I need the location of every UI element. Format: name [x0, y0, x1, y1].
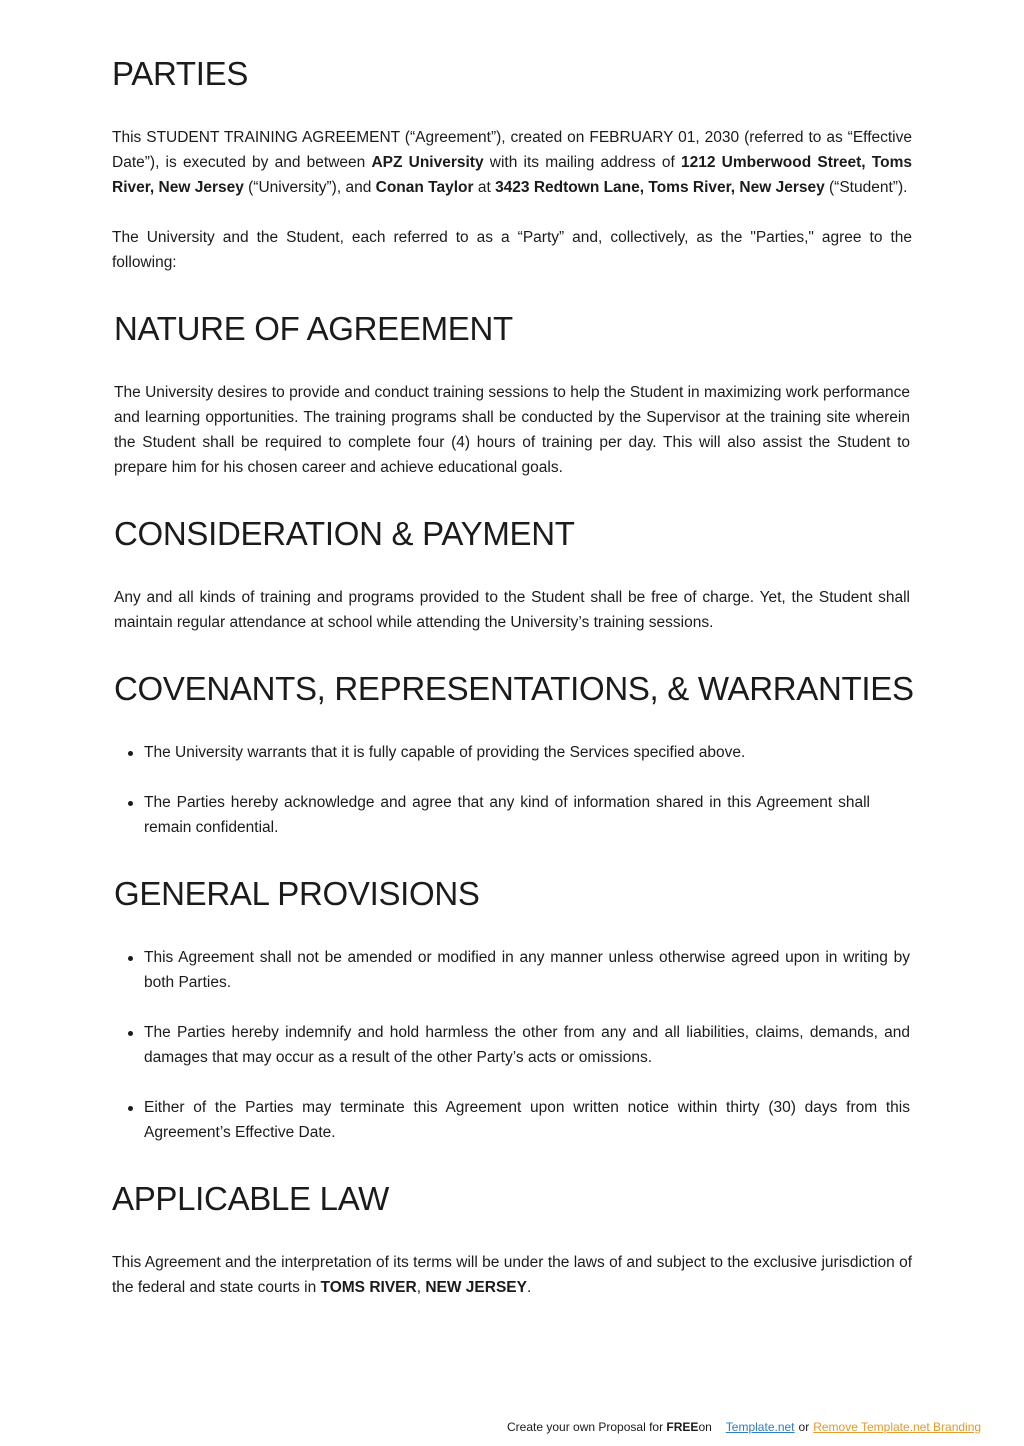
template-net-link[interactable]: Template.net	[725, 1420, 795, 1434]
list-item: This Agreement shall not be amended or modified in any manner unless otherwise agreed upon in writing by both Parties.	[114, 945, 910, 995]
footer-free: FREE	[666, 1420, 699, 1434]
heading-consideration-payment: CONSIDERATION & PAYMENT	[114, 515, 575, 552]
footer-or: or	[798, 1420, 810, 1434]
heading-applicable-law: APPLICABLE LAW	[112, 1180, 390, 1217]
heading-nature-of-agreement: NATURE OF AGREEMENT	[114, 310, 513, 347]
footer-on: on	[698, 1420, 712, 1434]
heading-general-provisions: GENERAL PROVISIONS	[114, 875, 480, 912]
covenants-list	[114, 740, 870, 865]
remove-branding-link[interactable]: Remove Template.net Branding	[813, 1420, 982, 1434]
student-name: Conan Taylor	[375, 179, 474, 196]
heading-covenants: COVENANTS, REPRESENTATIONS, & WARRANTIES	[114, 670, 914, 707]
parties-paragraph-2: The University and the Student, each referred to as a “Party” and, collectively, as the "Parties," agree to the following:	[112, 229, 912, 271]
university-address: 1212 Umberwood Street, Toms River, New Jersey	[112, 154, 912, 196]
branding-footer	[507, 1419, 981, 1435]
jurisdiction-city: TOMS RIVER	[320, 1279, 417, 1296]
list-item: The University warrants that it is fully capable of providing the Services specified above.	[114, 740, 870, 765]
nature-paragraph: The University desires to provide and conduct training sessions to help the Student in maximizing work performance and learning opportunities. The training programs shall be conducted by the Supervisor at the training site wherein the Student shall be required to complete four (4) hours of training per day. This will also assist the Student to prepare him for his chosen career and achieve educational goals.	[114, 384, 910, 476]
parties-paragraph-1: This STUDENT TRAINING AGREEMENT (“Agreement”), created on FEBRUARY 01, 2030 (referred to as “Effective Date”), is executed by and between APZ University with its mailing address of 1212 Umberwood Street, Toms River, New Jersey (“University”), and Conan Taylor at 3423 Redtown Lane, Toms River, New Jersey (“Student”).	[112, 129, 912, 196]
list-item: The Parties hereby acknowledge and agree that any kind of information shared in this Agreement shall remain confidential.	[114, 790, 870, 840]
list-item: Either of the Parties may terminate this Agreement upon written notice within thirty (30) days from this Agreement’s Effective Date.	[114, 1095, 910, 1145]
general-provisions-list	[114, 945, 910, 1170]
footer-prefix: Create your own Proposal for	[507, 1420, 667, 1434]
university-name: APZ University	[371, 154, 484, 171]
heading-parties: PARTIES	[112, 55, 249, 92]
law-paragraph: This Agreement and the interpretation of its terms will be under the laws of and subject to the exclusive jurisdiction of the federal and state courts in TOMS RIVER, NEW JERSEY.	[112, 1254, 912, 1296]
jurisdiction-state: NEW JERSEY	[425, 1279, 527, 1296]
list-item: The Parties hereby indemnify and hold harmless the other from any and all liabilities, claims, demands, and damages that may occur as a result of the other Party’s acts or omissions.	[114, 1020, 910, 1070]
consideration-paragraph: Any and all kinds of training and programs provided to the Student shall be free of charge. Yet, the Student shall maintain regular attendance at school while attending the University’s training sessions.	[114, 589, 910, 631]
student-address: 3423 Redtown Lane, Toms River, New Jersey	[495, 179, 825, 196]
